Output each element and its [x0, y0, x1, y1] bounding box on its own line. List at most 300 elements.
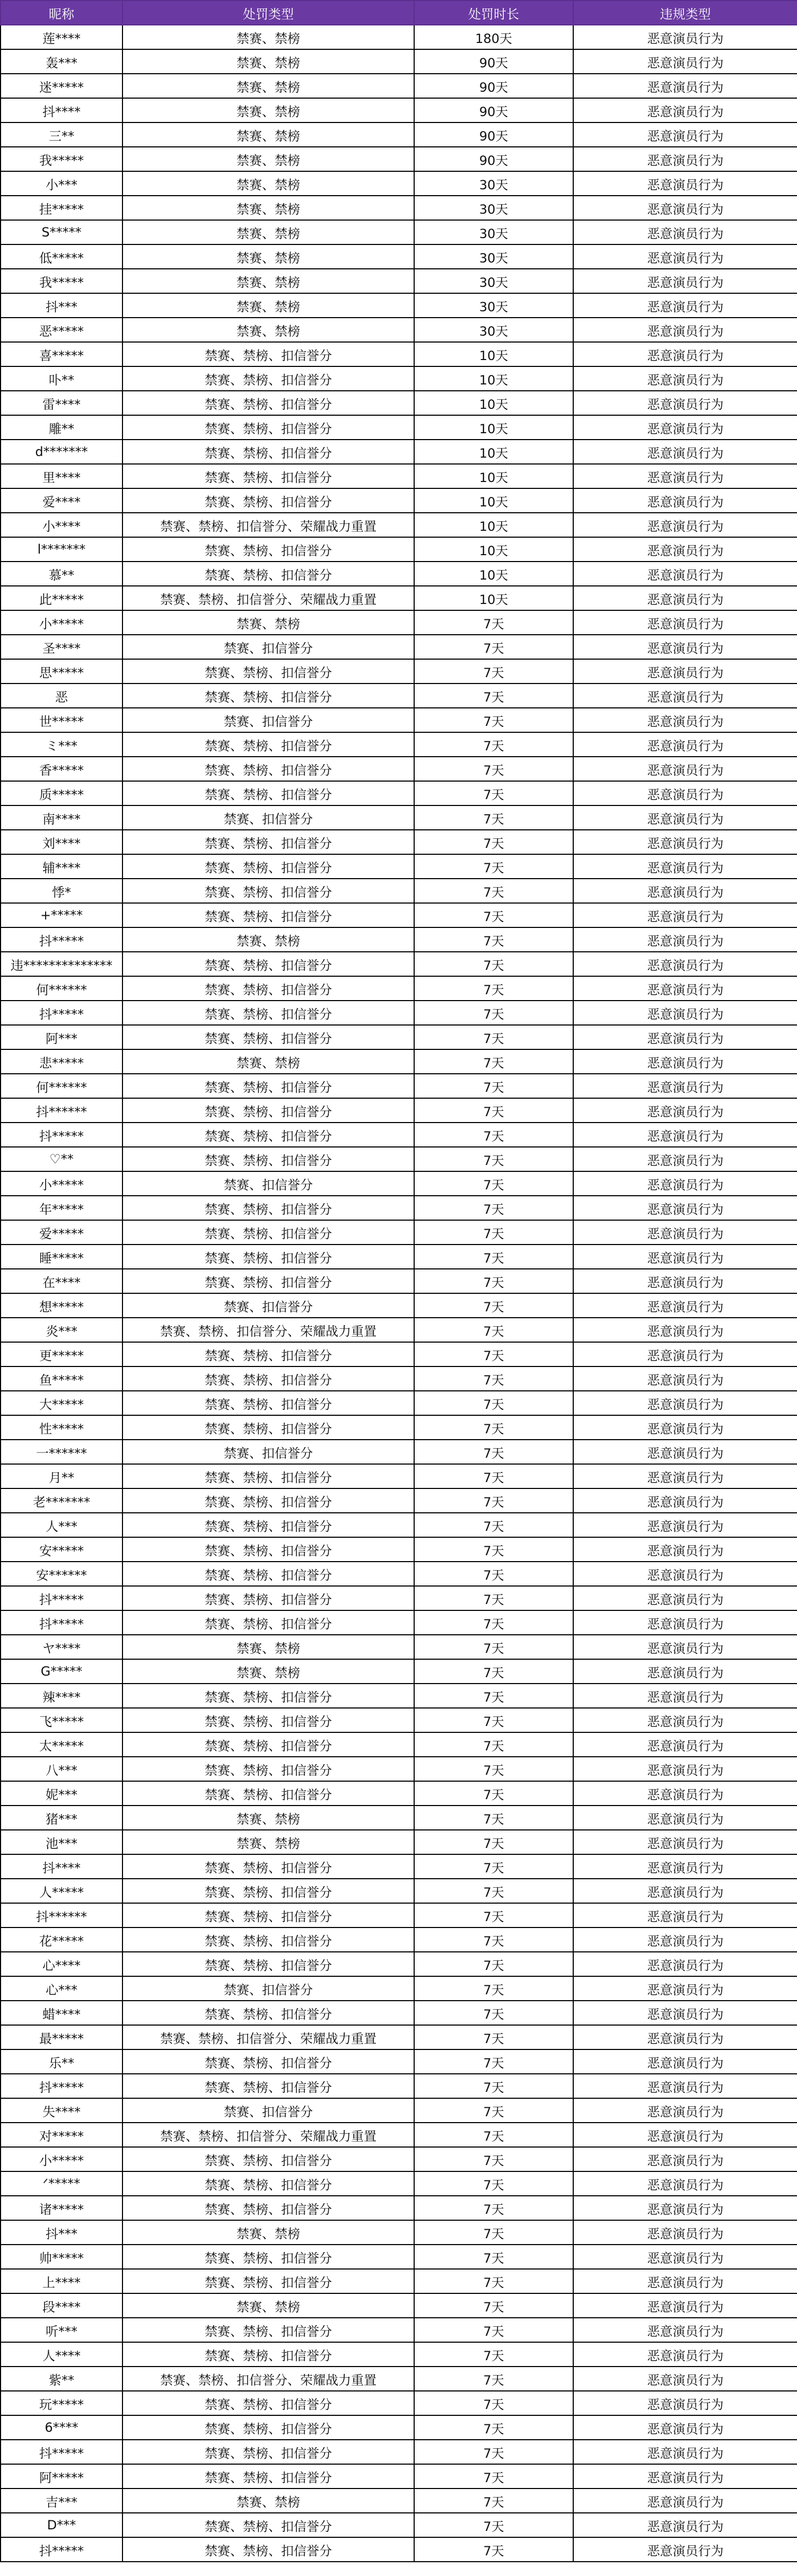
- nickname-cell: D***: [1, 2513, 122, 2537]
- nickname-cell: 何******: [1, 1074, 122, 1098]
- violation-type-cell: 恶意演员行为: [573, 952, 797, 976]
- violation-type-cell: 恶意演员行为: [573, 1196, 797, 1220]
- table-row: [1, 1952, 797, 1976]
- duration-cell: 7天: [414, 2025, 573, 2049]
- nickname-cell: 心***: [1, 1976, 122, 2001]
- table-row: [1, 25, 797, 49]
- violation-type-cell: 恶意演员行为: [573, 2196, 797, 2220]
- duration-cell: 7天: [414, 1757, 573, 1781]
- table-row: [1, 1610, 797, 1635]
- violation-type-cell: 恶意演员行为: [573, 610, 797, 635]
- table-row: [1, 1806, 797, 1830]
- punishment-type-cell: 禁赛、禁榜、扣信誉分、荣耀战力重置: [122, 1318, 414, 1342]
- duration-cell: 7天: [414, 1537, 573, 1562]
- nickname-cell: 抖******: [1, 1098, 122, 1123]
- violation-type-cell: 恶意演员行为: [573, 1586, 797, 1610]
- table-row: [1, 2196, 797, 2220]
- violation-type-cell: 恶意演员行为: [573, 1806, 797, 1830]
- duration-cell: 90天: [414, 98, 573, 122]
- duration-cell: 7天: [414, 976, 573, 1001]
- duration-cell: 7天: [414, 1269, 573, 1293]
- table-row: [1, 1830, 797, 1854]
- table-row: [1, 1513, 797, 1537]
- table-row: [1, 879, 797, 903]
- nickname-cell: 阿***: [1, 1025, 122, 1049]
- violation-type-cell: 恶意演员行为: [573, 879, 797, 903]
- punishment-type-cell: 禁赛、禁榜: [122, 74, 414, 98]
- nickname-cell: 人***: [1, 1513, 122, 1537]
- table-row: [1, 586, 797, 610]
- table-row: [1, 1732, 797, 1757]
- table-row: [1, 1781, 797, 1806]
- violation-type-cell: 恶意演员行为: [573, 1318, 797, 1342]
- violation-type-cell: 恶意演员行为: [573, 196, 797, 220]
- duration-cell: 7天: [414, 659, 573, 684]
- punishment-type-cell: 禁赛、禁榜、扣信誉分: [122, 2318, 414, 2342]
- table-row: [1, 2318, 797, 2342]
- punishment-type-cell: 禁赛、禁榜、扣信誉分: [122, 1269, 414, 1293]
- punishment-type-cell: 禁赛、禁榜、扣信誉分: [122, 732, 414, 757]
- nickname-cell: ヤ****: [1, 1635, 122, 1659]
- violation-type-cell: 恶意演员行为: [573, 122, 797, 147]
- nickname-cell: 猪***: [1, 1806, 122, 1830]
- table-row: [1, 2123, 797, 2147]
- table-row: [1, 1147, 797, 1171]
- table-row: [1, 610, 797, 635]
- duration-cell: 10天: [414, 537, 573, 562]
- punishment-type-cell: 禁赛、禁榜、扣信誉分: [122, 1586, 414, 1610]
- nickname-cell: 月**: [1, 1464, 122, 1488]
- violation-type-cell: 恶意演员行为: [573, 2318, 797, 2342]
- punishment-type-cell: 禁赛、禁榜、扣信誉分: [122, 1952, 414, 1976]
- duration-cell: 7天: [414, 1220, 573, 1245]
- violation-type-cell: 恶意演员行为: [573, 366, 797, 391]
- nickname-cell: 小****: [1, 513, 122, 537]
- punishment-type-cell: 禁赛、禁榜、扣信誉分: [122, 415, 414, 440]
- nickname-cell: 睡*****: [1, 1245, 122, 1269]
- punishment-type-cell: 禁赛、禁榜、扣信誉分: [122, 2342, 414, 2367]
- nickname-cell: 紫**: [1, 2367, 122, 2391]
- violation-type-cell: 恶意演员行为: [573, 1171, 797, 1196]
- nickname-cell: 何******: [1, 976, 122, 1001]
- violation-type-cell: 恶意演员行为: [573, 1830, 797, 1854]
- table-row: [1, 2513, 797, 2537]
- table-row: [1, 2367, 797, 2391]
- punishment-type-cell: 禁赛、禁榜、扣信誉分: [122, 562, 414, 586]
- nickname-cell: 抖*****: [1, 1586, 122, 1610]
- punishment-type-cell: 禁赛、禁榜: [122, 122, 414, 147]
- nickname-cell: 低*****: [1, 244, 122, 269]
- punishment-type-cell: 禁赛、禁榜: [122, 1830, 414, 1854]
- nickname-cell: 花*****: [1, 1927, 122, 1952]
- nickname-cell: 炎***: [1, 1318, 122, 1342]
- punishment-type-cell: 禁赛、禁榜、扣信誉分: [122, 854, 414, 879]
- duration-cell: 30天: [414, 196, 573, 220]
- nickname-cell: 思*****: [1, 659, 122, 684]
- table-row: [1, 854, 797, 879]
- punishment-type-cell: 禁赛、禁榜、扣信誉分: [122, 464, 414, 488]
- duration-cell: 7天: [414, 927, 573, 952]
- table-row: [1, 952, 797, 976]
- table-row: [1, 122, 797, 147]
- duration-cell: 7天: [414, 2049, 573, 2074]
- punishment-type-cell: 禁赛、禁榜、扣信誉分: [122, 2049, 414, 2074]
- violation-type-cell: 恶意演员行为: [573, 1854, 797, 1879]
- duration-cell: 10天: [414, 562, 573, 586]
- table-row: [1, 2220, 797, 2245]
- table-row: [1, 684, 797, 708]
- violation-type-cell: 恶意演员行为: [573, 2367, 797, 2391]
- punishment-type-cell: 禁赛、禁榜、扣信誉分: [122, 757, 414, 781]
- table-row: [1, 903, 797, 927]
- table-row: [1, 293, 797, 318]
- table-row: [1, 1098, 797, 1123]
- table-row: [1, 513, 797, 537]
- violation-type-cell: 恶意演员行为: [573, 708, 797, 732]
- duration-cell: 7天: [414, 1903, 573, 1927]
- nickname-cell: 违**************: [1, 952, 122, 976]
- duration-cell: 7天: [414, 708, 573, 732]
- nickname-cell: 抖****: [1, 98, 122, 122]
- violation-type-cell: 恶意演员行为: [573, 1147, 797, 1171]
- violation-type-cell: 恶意演员行为: [573, 2245, 797, 2269]
- violation-type-cell: 恶意演员行为: [573, 488, 797, 513]
- duration-cell: 7天: [414, 2367, 573, 2391]
- punishment-type-cell: 禁赛、禁榜: [122, 171, 414, 196]
- duration-cell: 7天: [414, 2537, 573, 2562]
- table-row: [1, 244, 797, 269]
- table-row: [1, 366, 797, 391]
- violation-type-cell: 恶意演员行为: [573, 1488, 797, 1513]
- violation-type-cell: 恶意演员行为: [573, 732, 797, 757]
- violation-type-cell: 恶意演员行为: [573, 2513, 797, 2537]
- nickname-cell: 辣****: [1, 1684, 122, 1708]
- punishment-type-cell: 禁赛、禁榜: [122, 2220, 414, 2245]
- violation-type-cell: 恶意演员行为: [573, 1342, 797, 1366]
- punishment-type-cell: 禁赛、禁榜、扣信誉分、荣耀战力重置: [122, 586, 414, 610]
- violation-type-cell: 恶意演员行为: [573, 440, 797, 464]
- table-body: [1, 25, 797, 2562]
- nickname-cell: 轰***: [1, 49, 122, 74]
- duration-cell: 30天: [414, 269, 573, 293]
- table-row: [1, 2537, 797, 2562]
- duration-cell: 7天: [414, 1245, 573, 1269]
- table-row: [1, 2440, 797, 2464]
- violation-type-cell: 恶意演员行为: [573, 2171, 797, 2196]
- nickname-cell: 小*****: [1, 1171, 122, 1196]
- punishment-type-cell: 禁赛、禁榜、扣信誉分: [122, 1562, 414, 1586]
- table-row: [1, 342, 797, 366]
- duration-cell: 7天: [414, 732, 573, 757]
- violation-type-cell: 恶意演员行为: [573, 830, 797, 854]
- nickname-cell: 质*****: [1, 781, 122, 805]
- nickname-cell: 飞*****: [1, 1708, 122, 1732]
- punishment-type-cell: 禁赛、禁榜、扣信誉分: [122, 2245, 414, 2269]
- nickname-cell: 帅*****: [1, 2245, 122, 2269]
- nickname-cell: 南****: [1, 805, 122, 830]
- table-row: [1, 805, 797, 830]
- nickname-cell: 慕**: [1, 562, 122, 586]
- punishment-type-cell: 禁赛、禁榜、扣信誉分、荣耀战力重置: [122, 2025, 414, 2049]
- nickname-cell: 悸*: [1, 879, 122, 903]
- duration-cell: 7天: [414, 2513, 573, 2537]
- punishment-type-cell: 禁赛、禁榜、扣信誉分: [122, 2196, 414, 2220]
- punishment-type-cell: 禁赛、禁榜、扣信誉分: [122, 781, 414, 805]
- table-row: [1, 464, 797, 488]
- table-row: [1, 1879, 797, 1903]
- table-row: [1, 781, 797, 805]
- nickname-cell: 池***: [1, 1830, 122, 1854]
- violation-type-cell: 恶意演员行为: [573, 903, 797, 927]
- table-row: [1, 1220, 797, 1245]
- duration-cell: 7天: [414, 1171, 573, 1196]
- nickname-cell: 喜*****: [1, 342, 122, 366]
- punishment-type-cell: 禁赛、禁榜、扣信誉分: [122, 1879, 414, 1903]
- duration-cell: 7天: [414, 2318, 573, 2342]
- nickname-cell: 老*******: [1, 1488, 122, 1513]
- duration-cell: 7天: [414, 2415, 573, 2440]
- punishment-type-cell: 禁赛、扣信誉分: [122, 1440, 414, 1464]
- duration-cell: 7天: [414, 1391, 573, 1415]
- violation-type-cell: 恶意演员行为: [573, 2074, 797, 2098]
- nickname-cell: 玩*****: [1, 2391, 122, 2415]
- nickname-cell: 圣****: [1, 635, 122, 659]
- nickname-cell: 更*****: [1, 1342, 122, 1366]
- nickname-cell: 抖*****: [1, 2440, 122, 2464]
- duration-cell: 10天: [414, 342, 573, 366]
- table-row: [1, 2001, 797, 2025]
- punishment-type-cell: 禁赛、禁榜: [122, 1049, 414, 1074]
- table-row: [1, 757, 797, 781]
- duration-cell: 7天: [414, 2001, 573, 2025]
- nickname-cell: 安******: [1, 1562, 122, 1586]
- nickname-cell: 妮***: [1, 1781, 122, 1806]
- table-row: [1, 440, 797, 464]
- violation-type-cell: 恶意演员行为: [573, 586, 797, 610]
- punishment-type-cell: 禁赛、禁榜、扣信誉分: [122, 830, 414, 854]
- duration-cell: 30天: [414, 171, 573, 196]
- punishment-type-cell: 禁赛、禁榜: [122, 1806, 414, 1830]
- table-row: [1, 196, 797, 220]
- table-row: [1, 1586, 797, 1610]
- table-row: [1, 171, 797, 196]
- duration-cell: 90天: [414, 147, 573, 171]
- violation-type-cell: 恶意演员行为: [573, 74, 797, 98]
- violation-type-cell: 恶意演员行为: [573, 2123, 797, 2147]
- violation-type-cell: 恶意演员行为: [573, 805, 797, 830]
- nickname-cell: 世*****: [1, 708, 122, 732]
- duration-cell: 7天: [414, 1464, 573, 1488]
- table-row: [1, 2391, 797, 2415]
- nickname-cell: 蜡****: [1, 2001, 122, 2025]
- nickname-cell: 小*****: [1, 610, 122, 635]
- nickname-cell: 一******: [1, 1440, 122, 1464]
- duration-cell: 7天: [414, 903, 573, 927]
- table-row: [1, 1196, 797, 1220]
- punishment-type-cell: 禁赛、禁榜、扣信誉分: [122, 1391, 414, 1415]
- violation-type-cell: 恶意演员行为: [573, 25, 797, 49]
- violation-type-cell: 恶意演员行为: [573, 1269, 797, 1293]
- punishment-type-cell: 禁赛、禁榜、扣信誉分、荣耀战力重置: [122, 2367, 414, 2391]
- nickname-cell: 在****: [1, 1269, 122, 1293]
- duration-cell: 10天: [414, 464, 573, 488]
- nickname-cell: 性*****: [1, 1415, 122, 1440]
- violation-type-cell: 恶意演员行为: [573, 342, 797, 366]
- punishment-type-cell: 禁赛、禁榜、扣信誉分: [122, 2537, 414, 2562]
- duration-cell: 7天: [414, 684, 573, 708]
- punishment-type-cell: 禁赛、禁榜: [122, 147, 414, 171]
- violation-type-cell: 恶意演员行为: [573, 976, 797, 1001]
- table-row: [1, 1318, 797, 1342]
- nickname-cell: 悲*****: [1, 1049, 122, 1074]
- nickname-cell: 辅****: [1, 854, 122, 879]
- nickname-cell: d*******: [1, 440, 122, 464]
- punishment-type-cell: 禁赛、禁榜、扣信誉分: [122, 2147, 414, 2171]
- punishment-type-cell: 禁赛、禁榜、扣信誉分: [122, 1098, 414, 1123]
- violation-type-cell: 恶意演员行为: [573, 2269, 797, 2293]
- punishment-type-cell: 禁赛、禁榜、扣信誉分: [122, 903, 414, 927]
- punishment-type-cell: 禁赛、禁榜、扣信誉分: [122, 342, 414, 366]
- table-row: [1, 976, 797, 1001]
- nickname-cell: ᐟ*****: [1, 2171, 122, 2196]
- punishment-type-cell: 禁赛、禁榜、扣信誉分: [122, 2001, 414, 2025]
- nickname-cell: 抖******: [1, 1903, 122, 1927]
- duration-cell: 7天: [414, 1854, 573, 1879]
- nickname-cell: G*****: [1, 1659, 122, 1684]
- violation-type-cell: 恶意演员行为: [573, 684, 797, 708]
- violation-type-cell: 恶意演员行为: [573, 1903, 797, 1927]
- nickname-cell: 刘****: [1, 830, 122, 854]
- nickname-cell: 此*****: [1, 586, 122, 610]
- table-row: [1, 1001, 797, 1025]
- table-row: [1, 2049, 797, 2074]
- punishment-type-cell: 禁赛、禁榜、扣信誉分: [122, 2269, 414, 2293]
- duration-cell: 7天: [414, 1684, 573, 1708]
- violation-type-cell: 恶意演员行为: [573, 269, 797, 293]
- duration-cell: 10天: [414, 391, 573, 415]
- violation-type-cell: 恶意演员行为: [573, 1952, 797, 1976]
- table-row: [1, 537, 797, 562]
- punishment-type-cell: 禁赛、禁榜、扣信誉分: [122, 659, 414, 684]
- table-row: [1, 391, 797, 415]
- punishment-type-cell: 禁赛、禁榜: [122, 610, 414, 635]
- violation-type-cell: 恶意演员行为: [573, 2293, 797, 2318]
- punishment-type-cell: 禁赛、禁榜: [122, 98, 414, 122]
- punishment-type-cell: 禁赛、禁榜、扣信誉分: [122, 2513, 414, 2537]
- violation-type-cell: 恶意演员行为: [573, 1781, 797, 1806]
- table-row: [1, 1391, 797, 1415]
- nickname-cell: 爱****: [1, 488, 122, 513]
- table-row: [1, 1464, 797, 1488]
- punishment-type-cell: 禁赛、禁榜、扣信誉分: [122, 537, 414, 562]
- punishment-type-cell: 禁赛、禁榜、扣信誉分: [122, 1537, 414, 1562]
- table-row: [1, 1562, 797, 1586]
- nickname-cell: 抖****: [1, 1854, 122, 1879]
- nickname-cell: S*****: [1, 220, 122, 244]
- duration-cell: 7天: [414, 2464, 573, 2489]
- violation-type-cell: 恶意演员行为: [573, 1440, 797, 1464]
- duration-cell: 7天: [414, 2489, 573, 2513]
- violation-type-cell: 恶意演员行为: [573, 2098, 797, 2123]
- violation-type-cell: 恶意演员行为: [573, 415, 797, 440]
- nickname-cell: 安*****: [1, 1537, 122, 1562]
- violation-type-cell: 恶意演员行为: [573, 2220, 797, 2245]
- table-row: [1, 1269, 797, 1293]
- table-row: [1, 1342, 797, 1366]
- duration-cell: 7天: [414, 830, 573, 854]
- punishment-type-cell: 禁赛、禁榜、扣信誉分: [122, 1757, 414, 1781]
- punishment-type-cell: 禁赛、禁榜、扣信誉分: [122, 1927, 414, 1952]
- duration-cell: 7天: [414, 1976, 573, 2001]
- punishment-type-cell: 禁赛、扣信誉分: [122, 805, 414, 830]
- punishment-type-cell: 禁赛、禁榜: [122, 2489, 414, 2513]
- nickname-cell: 乐**: [1, 2049, 122, 2074]
- duration-cell: 7天: [414, 2342, 573, 2367]
- nickname-cell: 恶: [1, 684, 122, 708]
- violation-type-cell: 恶意演员行为: [573, 1245, 797, 1269]
- punishment-type-cell: 禁赛、禁榜、扣信誉分: [122, 684, 414, 708]
- nickname-cell: 小***: [1, 171, 122, 196]
- duration-cell: 7天: [414, 952, 573, 976]
- violation-type-cell: 恶意演员行为: [573, 1513, 797, 1537]
- punishment-type-cell: 禁赛、禁榜、扣信誉分: [122, 1123, 414, 1147]
- punishment-type-cell: 禁赛、扣信誉分: [122, 635, 414, 659]
- violation-type-cell: 恶意演员行为: [573, 2391, 797, 2415]
- nickname-cell: 段****: [1, 2293, 122, 2318]
- table-row: [1, 830, 797, 854]
- violation-type-cell: 恶意演员行为: [573, 781, 797, 805]
- duration-cell: 7天: [414, 1415, 573, 1440]
- nickname-cell: 我*****: [1, 147, 122, 171]
- duration-cell: 7天: [414, 1635, 573, 1659]
- punishment-type-cell: 禁赛、禁榜、扣信誉分: [122, 1196, 414, 1220]
- punishment-type-cell: 禁赛、禁榜: [122, 244, 414, 269]
- nickname-cell: 抖***: [1, 293, 122, 318]
- punishment-type-cell: 禁赛、扣信誉分: [122, 1171, 414, 1196]
- nickname-cell: 失****: [1, 2098, 122, 2123]
- punishment-type-cell: 禁赛、禁榜、扣信誉分: [122, 2171, 414, 2196]
- duration-cell: 7天: [414, 2220, 573, 2245]
- duration-cell: 10天: [414, 415, 573, 440]
- violation-type-cell: 恶意演员行为: [573, 1001, 797, 1025]
- table-row: [1, 1123, 797, 1147]
- table-row: [1, 1025, 797, 1049]
- table-row: [1, 1415, 797, 1440]
- violation-type-cell: 恶意演员行为: [573, 1757, 797, 1781]
- violation-type-cell: 恶意演员行为: [573, 1610, 797, 1635]
- nickname-cell: 诸*****: [1, 2196, 122, 2220]
- violation-type-cell: 恶意演员行为: [573, 1123, 797, 1147]
- duration-cell: 7天: [414, 1927, 573, 1952]
- violation-type-cell: 恶意演员行为: [573, 1684, 797, 1708]
- table-row: [1, 1927, 797, 1952]
- table-row: [1, 2098, 797, 2123]
- table-row: [1, 1976, 797, 2001]
- nickname-cell: 吉***: [1, 2489, 122, 2513]
- punishment-type-cell: 禁赛、禁榜、扣信誉分: [122, 488, 414, 513]
- violation-type-cell: 恶意演员行为: [573, 1635, 797, 1659]
- duration-cell: 30天: [414, 293, 573, 318]
- punishment-type-cell: 禁赛、禁榜: [122, 293, 414, 318]
- table-header-row: [1, 1, 797, 25]
- violation-type-cell: 恶意演员行为: [573, 2342, 797, 2367]
- table-row: [1, 269, 797, 293]
- violation-type-cell: 恶意演员行为: [573, 1562, 797, 1586]
- punishment-type-cell: 禁赛、禁榜、扣信誉分: [122, 2074, 414, 2098]
- duration-cell: 7天: [414, 1123, 573, 1147]
- punishment-type-cell: 禁赛、禁榜、扣信誉分: [122, 1684, 414, 1708]
- nickname-cell: 爱*****: [1, 1220, 122, 1245]
